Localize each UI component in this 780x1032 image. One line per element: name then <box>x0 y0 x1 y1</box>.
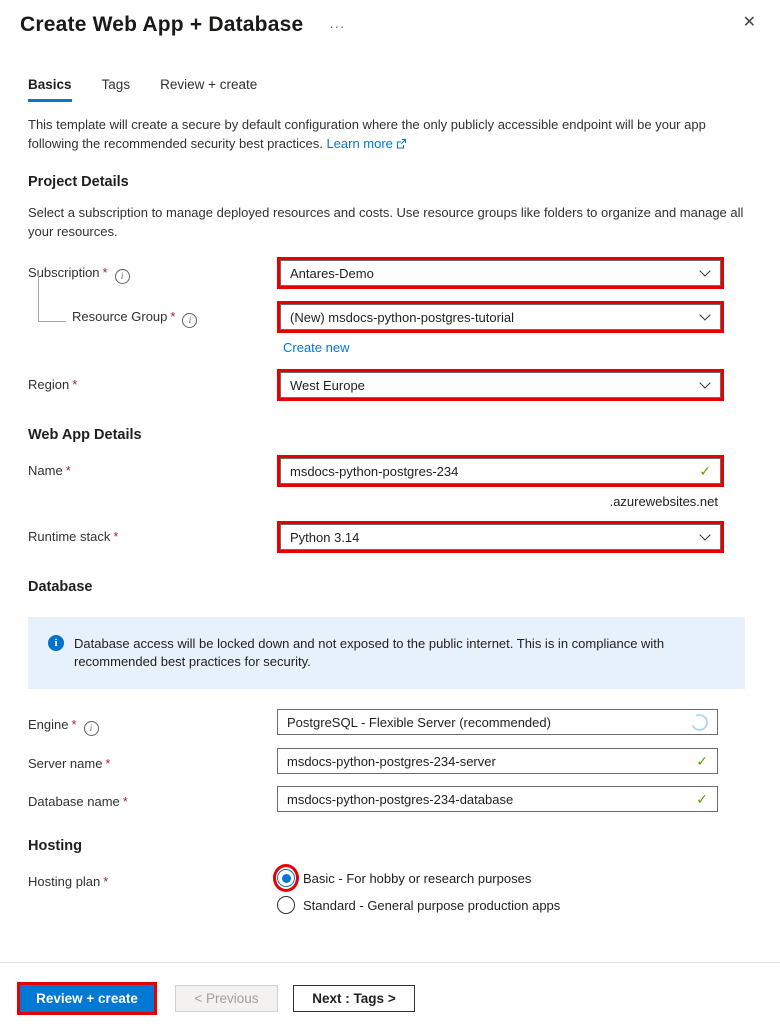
annotation-highlight <box>277 521 724 553</box>
database-name-input[interactable] <box>277 786 718 812</box>
database-name-label: Database name * <box>28 794 128 809</box>
engine-value: PostgreSQL - Flexible Server (recommended) <box>287 714 551 730</box>
region-row <box>28 369 780 401</box>
hosting-option-basic <box>277 869 724 887</box>
required-mark: * <box>72 377 78 392</box>
resource-group-row <box>28 301 780 333</box>
annotation-highlight <box>17 982 157 1015</box>
resource-group-dropdown[interactable] <box>280 304 721 330</box>
runtime-stack-row <box>28 521 780 553</box>
external-link-icon <box>396 135 407 154</box>
loading-spinner-icon <box>689 711 711 733</box>
info-banner-text: Database access will be locked down and not exposed to the public internet. This is in compliance with recommended best practices for security. <box>74 636 665 669</box>
region-dropdown[interactable] <box>280 372 721 398</box>
annotation-highlight <box>277 257 724 289</box>
annotation-highlight <box>277 301 724 333</box>
runtime-stack-value: Python 3.14 <box>290 529 360 545</box>
tab-review-create[interactable]: Review + create <box>160 77 258 92</box>
learn-more-link[interactable]: Learn more <box>326 136 406 151</box>
engine-label: Engine * i <box>28 709 277 736</box>
server-name-row <box>28 748 780 774</box>
subscription-row <box>28 257 780 289</box>
name-input[interactable] <box>280 458 721 484</box>
project-details-description: Select a subscription to manage deployed resources and costs. Use resource groups like folders to organize and manage all your resources. <box>28 205 744 239</box>
region-value: West Europe <box>290 377 365 393</box>
server-name-label: Server name * <box>28 756 111 771</box>
database-name-value: msdocs-python-postgres-234-database <box>287 791 514 807</box>
server-name-value: msdocs-python-postgres-234-server <box>287 753 496 769</box>
resource-group-label: Resource Group * i <box>28 301 277 328</box>
engine-row <box>28 709 780 736</box>
resource-group-value: (New) msdocs-python-postgres-tutorial <box>290 309 514 325</box>
radio-basic-label: Basic - For hobby or research purposes <box>303 870 532 886</box>
hosting-plan-label: Hosting plan * <box>28 874 109 889</box>
intro-sentence: This template will create a secure by default configuration where the only publicly accessible endpoint will be your app following the recommended security best practices. <box>28 117 706 151</box>
valid-check-icon: ✓ <box>699 462 711 479</box>
info-icon: i <box>48 635 64 651</box>
runtime-stack-label: Runtime stack * <box>28 529 119 544</box>
page-title: Create Web App + Database <box>20 13 304 36</box>
hosting-option-standard <box>277 896 724 914</box>
server-name-input[interactable] <box>277 748 718 774</box>
required-mark: * <box>71 717 77 732</box>
info-banner <box>28 617 745 689</box>
intro-text <box>28 115 754 154</box>
next-tags-button[interactable]: Next : Tags > <box>293 985 415 1012</box>
section-database: Database <box>28 579 93 595</box>
chevron-down-icon <box>699 377 710 388</box>
region-label: Region * <box>28 377 78 392</box>
engine-dropdown[interactable] <box>277 709 718 735</box>
subscription-label: Subscription * i <box>28 257 277 284</box>
chevron-down-icon <box>699 265 710 276</box>
required-mark: * <box>170 309 176 324</box>
footer-bar <box>0 962 780 1015</box>
valid-check-icon: ✓ <box>696 752 708 769</box>
database-name-row <box>28 786 780 812</box>
runtime-stack-dropdown[interactable] <box>280 524 721 550</box>
close-icon[interactable]: ✕ <box>742 14 756 31</box>
more-options-icon[interactable]: ··· <box>329 19 346 34</box>
name-value: msdocs-python-postgres-234 <box>290 463 459 479</box>
radio-standard[interactable] <box>277 896 295 914</box>
tab-tags[interactable]: Tags <box>101 77 131 92</box>
required-mark: * <box>102 265 108 280</box>
section-hosting: Hosting <box>28 838 82 854</box>
section-project-details: Project Details <box>28 174 129 190</box>
tab-basics[interactable]: Basics <box>28 77 72 102</box>
dialog-header <box>0 0 780 37</box>
subscription-dropdown[interactable] <box>280 260 721 286</box>
radio-basic[interactable] <box>277 869 295 887</box>
name-label: Name * <box>28 463 71 478</box>
info-tooltip-icon[interactable]: i <box>84 721 99 736</box>
name-row <box>28 455 780 487</box>
required-mark: * <box>122 794 128 809</box>
chevron-down-icon <box>699 529 710 540</box>
annotation-highlight <box>273 864 299 892</box>
create-new-link[interactable]: Create new <box>283 340 350 355</box>
required-mark: * <box>103 874 109 889</box>
review-create-button[interactable]: Review + create <box>20 985 154 1012</box>
annotation-highlight <box>277 369 724 401</box>
domain-suffix: .azurewebsites.net <box>609 494 718 509</box>
subscription-value: Antares-Demo <box>290 265 374 281</box>
info-tooltip-icon[interactable]: i <box>182 313 197 328</box>
valid-check-icon: ✓ <box>696 790 708 807</box>
info-tooltip-icon[interactable]: i <box>115 269 130 284</box>
hosting-plan-row <box>28 866 780 923</box>
tab-bar <box>28 77 780 102</box>
section-web-app-details: Web App Details <box>28 427 142 443</box>
chevron-down-icon <box>699 309 710 320</box>
radio-standard-label: Standard - General purpose production apps <box>303 897 561 913</box>
annotation-highlight <box>277 455 724 487</box>
previous-button[interactable]: < Previous <box>175 985 278 1012</box>
required-mark: * <box>113 529 119 544</box>
required-mark: * <box>105 756 111 771</box>
required-mark: * <box>65 463 71 478</box>
hierarchy-connector <box>38 275 66 322</box>
